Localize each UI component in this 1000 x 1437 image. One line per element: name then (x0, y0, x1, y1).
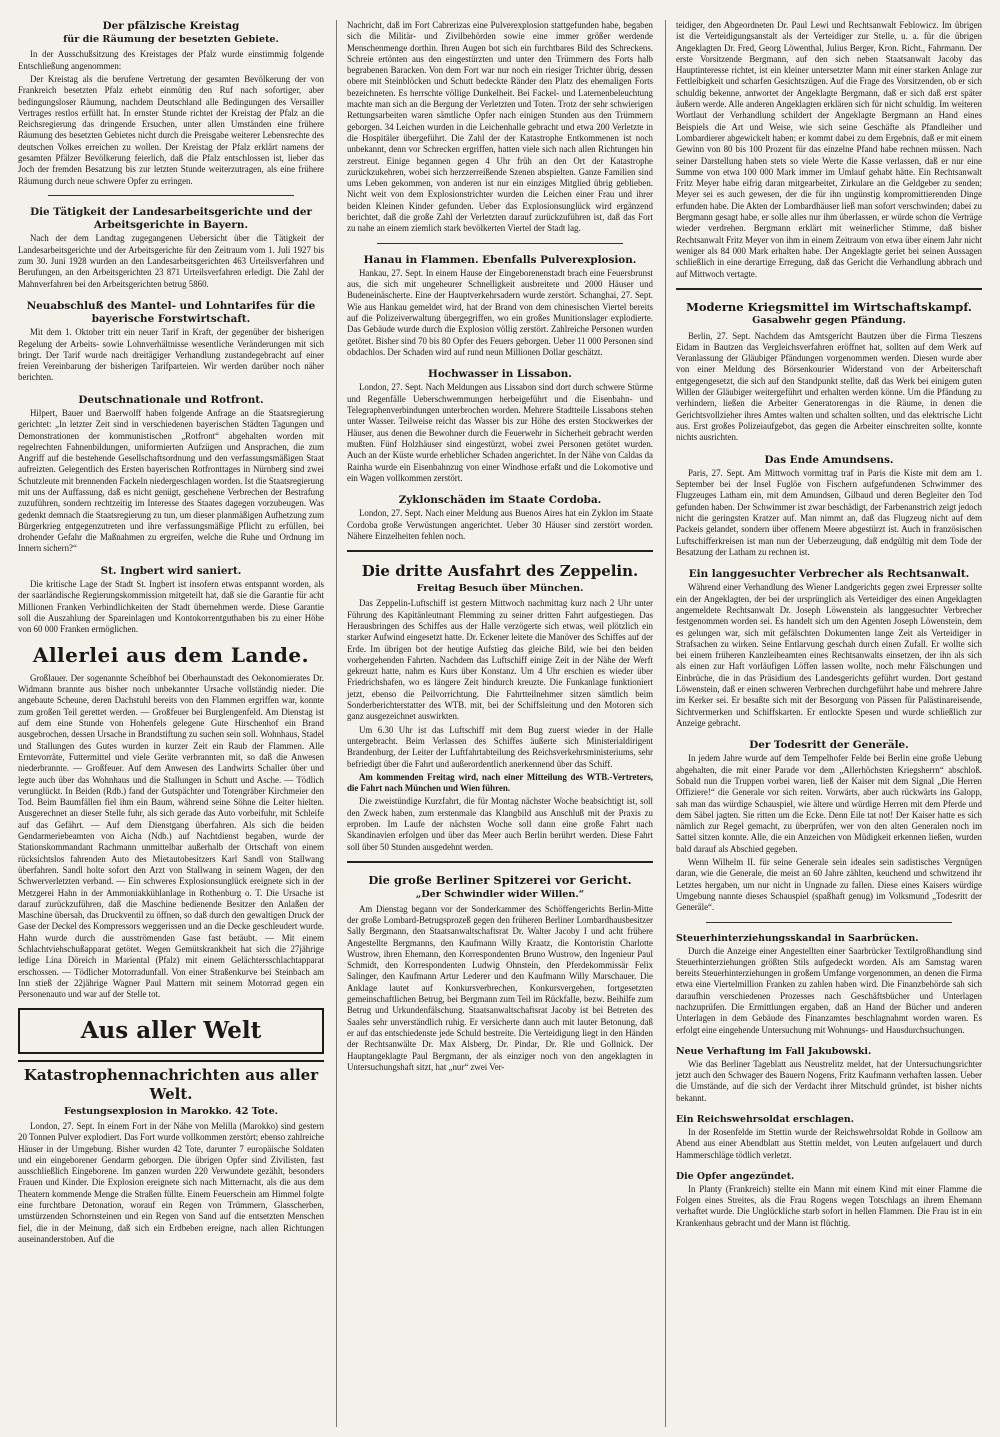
article-paragraph: Während einer Verhandlung des Wiener Landgerichts gegen zwei Erpresser sollte ein der Angeklagten, der bei der ursprünglich als Verteidiger des einen Angeklagten angemeldete Rechtsanwalt Dr. Joseph Löwenstein als langgesuchter Verbrecher festgenommen worden sei. Es handelt sich um den Agenten Joseph Löwenstein, dem es gelungen war, sich mit gefälschten Dokumenten lange Zeit als Verteidiger in Strafsachen zu wirken. Seine Entlarvung geschah durch einen Zufall. Er wollte sich bei einem früheren Kanzleibeamten eines Rechtsanwalts einsetzen, der ihn als sich als einen zur Haft vorläufigen Löffen lassen wollte, noch mehr Fälschungen und Einbrüche, die in das Präsidium des Landesgerichts geführt wurden. Dort gestand Löwenstein, daß er einen schweren Verbrechen durchgeführt habe und mehrere Jahre im Kerker sei. Er besaßte sich mit der Besorgung von Pässen für Palästinareisende, Sichtvermerken und Schiffskarten. Er entlockte Spesen und wurde schließlich zur Anzeige gebracht. (676, 582, 982, 728)
article-paragraph: Das Zeppelin-Luftschiff ist gestern Mittwoch nachmittag kurz nach 2 Uhr unter Führung des Kapitänleutnant Flemming zu seiner dritten Fahrt aufgestiegen. Das Herausbringen des Schiffes aus der Halle verzögerte sich etwas, weil plötzlich ein starker Aufwind eingesetzt hatte. Dr. Eckener leitete die Manöver des Schiffes auf der Erde. Im übrigen bot der heutige Aufstieg das gleiche Bild, wie bei den beiden vorhergehenden Fahrten. Nachdem das Luftschiff einige Zeit in der Nähe der Werft gekreuzt hatte, nahm es Kurs über Konstanz. Um 4 Uhr erschien es wieder über Friedrichshafen, wo es längere Zeit hindurch kreuzte. Die Funkanlage funktioniert jetzt, ebenso die Peilvorrichtung. Die Fahrtteilnehmer sitzen sämtlich beim Sonderberichterstatter des WTB. mit, bei der Schiffsleitung und den Motoren sich ganz ausgezeichnet auswirkten. (347, 598, 653, 722)
article-paragraph: Berlin, 27. Sept. Nachdem das Amtsgericht Bautzen über die Firma Tieszens Eidam in Bautzen das Vergleichsverfahren eröffnet hat, sollten auf dem Werk auf Veranlassung der Gläubiger Pfändungen vorgenommen werden. Diesen wurde aber von einer Meldung des Börsenkourier Widerstand von der Arbeiterschaft entgegengesetzt, die sich auf den Standpunkt stellte, daß das Werk bei einigem guten Willen der Gläubiger weitergeführt und erhalten werden könne. Um die Pfändung zu verhindern, ließen die Arbeiter Generatorengas in die Räume, in denen die Gerichtsvollzieher ihres Amtes walten und schalten sollten, und das elektrische Licht aus. Erst großes Polizeiaufgebot, das gegen die Arbeiter einschreiten sollte, konnte nichts ausrichten. (676, 330, 982, 443)
article-headline: Neuabschluß des Mantel- und Lohntarifes für die bayerische Forstwirtschaft. (26, 299, 316, 326)
article-headline: Deutschnationale und Rotfront. (78, 393, 264, 406)
article-paragraph: Nach der dem Landtag zugegangenen Uebersicht über die Tätigkeit der Landesarbeitsgerichte und der Arbeitsgerichte für den Zeitraum vom 1. Juli 1927 bis zum 30. Juni 1928 wurden an den Landesarbeitsgerichten 463 Urteilsverfahren und Berufungen, an den Arbeitsgerichten 23 871 Urteilsverfahren erledigt. Die Zahl der Mahnverfahren bei den Arbeitsgerichten betrug 5860. (18, 233, 324, 289)
divider (676, 288, 982, 290)
article-subheadline: Freitag Besuch über München. (416, 583, 584, 595)
article-paragraph: Hankau, 27. Sept. In einem Hause der Eingeborenenstadt brach eine Feuersbrunst aus, die sich mit ungeheurer Schnelligkeit ausbreitete und 2000 Häuser und Budeneinäscherte. Eine der Hauptverkehrsadern wurde zerstört. Schanghai, 27. Sept. Wie aus Hankau gemeldet wird, hat der Brand von dem chinesischen Viertel bereits auf die Polizeiverwaltung übergegriffen, wo ein großes Munitionslager explodierte. Das Gebäude wurde durch die Explosion völlig zerstört. Zahlreiche Personen wurden getötet. Bisher sind 70 bis 80 Opfer des Feuers geborgen. Ueber 11 000 Personen sind obdachlos. Der Schaden wird auf rund neun Millionen Dollar geschätzt. (347, 267, 653, 357)
article-headline: Moderne Kriegsmittel im Wirtschaftskampf. (686, 299, 972, 314)
column-left (18, 20, 324, 1427)
divider (706, 922, 952, 923)
article-headline: Hanau in Flammen. Ebenfalls Pulverexplosion. (363, 253, 637, 266)
article-headline: Die dritte Ausfahrt des Zeppelin. (361, 562, 639, 581)
article-paragraph: Hilpert, Bauer und Baerwolff haben folgende Anfrage an die Staatsregierung gerichtet: „In letzter Zeit sind in verschiedenen bayerischen Städten Tagungen und Demonstrationen der kommunistischen „Rotfront“ abgehalten worden mit regelrechten Fahnenbildungen, uniformierten Aufzügen und Ansprachen, die zum Angriff auf die bestehende Gesellschaftsordnung und den verfassungsmäßigen Staat aufreizten. Gelegentlich des Ersten bayerischen Rotfronttages in Nürnberg sind zwei Schutzleute mit brennenden Fackeln niedergeschlagen worden. Ist die Staatsregierung mit uns der Auffassung, daß es nicht genügt, geschehene Verbrechen der Bestrafung zuzuführen, sondern rechtzeitig im Interesse des Staates dagegen vorzubeugen. Was gedenkt demnach die Staatsregierung zu tun, um dieser planmäßigen Aufhetzung zum Bürgerkrieg entgegenzutreten und ihre verfassungsmäßige Pflicht zu erfüllen, bei drohender Gefahr die Maßnahmen zu ergreifen, welche die Ruhe und Ordnung im Innern sichern?“ (18, 407, 324, 554)
article-paragraph: Am Dienstag begann vor der Sonderkammer des Schöffengerichts Berlin-Mitte der große Lombard-Betrugsprozeß gegen den früheren Berliner Lombardhausbesitzer Sally Bergmann, den Staatsanwaltschaftsrat Dr. Walter Jacoby I und acht frühere Angestellte Bergmanns, den Kaufmann Willy Kraatz, die Kontoristin Charlotte Wustrow, ihren Ehemann, den Korrespondenten Bruno Wustrow, den Ingenieur Paul Schmidt, den Korrespondenten Ludwig Ohnstein, den Pferdekommissär Felix Salinger, den Kaufmann Artur Lederer und den Kaufmann Willy Marschauer. Die Anklage lautet auf Konkursverbrechen, Konkursvergehen, fortgesetzten gemeinschaftlichen Betrug, bei Bergmann zum Teil im Rückfalle, bezw. Beihilfe zum Betrug und Urkundenfälschung. Staatsanwaltschaftsrat Jacoby ist bei Betreten des Saales sehr unverständlich ruhig. Er versicherte dann auch mit lauter Betonung, daß er auf das entschiedenste jede Schuld bestreite. Die Verteidigung liegt in den Händen der Rechtsanwälte Dr. Max Alsberg, Dr. Pindar, Dr. Rle und Gollnick. Der Hauptangeklagte Paul Bergmann, der als einziger noch von den angeklagten in Untersuchungshaft sitzt, hat „nur“ zwei Ver- (347, 903, 653, 1072)
article-headline: Hochwasser in Lissabon. (428, 368, 572, 381)
article-paragraph: Großlauer. Der sogenannte Scheibhof bei Oberhaunstadt des Oekonomierates Dr. Widmann brannte aus bisher noch unbekannter Ursache vollständig nieder. Die angebaute Scheune, deren Dachstuhl bereits von den Flammen ergriffen war, konnte zum großen Teil gerettet werden. — Großfeuer bei Burglengenfeld. Am Dienstag ist auf dem eine Stunde von Hohenfels gelegene Gute Hirschenhof ein Brand ausgebrochen, dessen Ursache in Brandstiftung zu suchen sein soll. Wohnhaus, Stadel und Stallungen des Gutes wurden in kurzer Zeit ein Raub der Flammen. Alle Erntevorräte, Futtermittel und viele Geräte verbrannten mit, so daß die Anwesen niederbrannte. — Großfeuer. Auf dem Anwesen des Landwirts Schaller über und legte auch über das Wohnhaus und die Stallungen in Schutt und Asche. — Tödlich verunglückt. In Beiden (Rdb.) fand der Gutspächter und Totengräber Kirchmeier den Tod. Beim Baumfällen fiel ihm ein Baum, während seine Söhne die Leiter hielten. Ausgerechnet an dieser Stelle fuhr, als sich gerade das Auto vorbeifuhr, mit Schleife auf das Gefährt. — Auf dem Dienstgang überfahren. Als sich die beiden Gendarmeriebeamten von Aicha (Ndb.) auf Nachtdienst begaben, wurde der Stationskommandant Rachmann unmittelbar außerhalb der Ortschaft von einem rücksichtslos fahrenden Auto des Mietautobesitzers Karl Sandl von Stallwang überfahren. Sandl holte sofort den Arzt von Stallwang in seinem Wagen, der den Schwerverletzten verband. — Ein schweres Explosionsunglück ereignete sich in der Metzgerei Hahn in der Ammoniakkühlanlage in Rothenburg o. T. Die Ursache ist darauf zurückzuführen, daß die Maschine bedienende Besitzer den Anlaßen der Maschine übersah, das Druckventil zu öffnen, so daß durch den gewaltigen Druck der Gase der Deckel des Kompressors weggerissen und an die Decke geschleudert wurde. Hahn wurde durch die ausströmenden Gase fast betäubt. — Mit einem Schlachtviehschußapparat getötet. Wegen Gemütskrankheit hat sich die 27jährige ledige Lina Döreich in Mariental (Pfalz) mit einem Gelächtersschlachtapparat erschossen. — Tödlicher Motorradunfall. Von einer Straßenkurve bei Steinbach am Inn stieß der 22jährige Wagner Paul Mattern mit seinem Motorrad gegen ein Personenauto und war auf der Stelle tot. (18, 672, 324, 1000)
article-paragraph: London, 27. Sept. In einem Fort in der Nähe von Melilla (Marokko) sind gestern 20 Tonnen Pulver explodiert. Das Fort wurde vollkommen zerstört; ebenso zahlreiche Häuser in der Umgebung. Bisher wurden 42 Tote, darunter 7 europäische Soldaten und ein eingeborener Gendarm geborgen. Die übrigen Opfer sind Zivilisten, fast ausschließlich Eingeborene. Im ganzen wurden 220 Verwundete gezählt, besonders Frauen und Kinder. Die Explosion ereignete sich nach Mitternacht, als die aus dem Theatern kommende Menge die Straßen füllte. Einem Feuerschein am Himmel folgte eine furchtbare Detonation, worauf ein Regen von Trümmern, Glasscherben, umstürzenden Schornsteinen und ein Regen von Sand auf die entsetzten Menschen fiel, die in der Meinung, daß sich ein Erdbeben ereigne, nach allen Richtungen auseinanderstoben. Auf die (18, 1120, 324, 1244)
divider (347, 861, 653, 863)
article-paragraph: Mit dem 1. Oktober tritt ein neuer Tarif in Kraft, der gegenüber der bisherigen Regelung der Arbeits- sowie Lohnverhältnisse wesentliche Veränderungen mit sich bringt. Der Tarif wurde nach dreitägiger Verhandlung zustandegebracht auf einer freien Vereinbarung der bisherigen Tarifparteien. Wir werden darüber noch näher berichten. (18, 327, 324, 383)
article-paragraph: teidiger, den Abgeordneten Dr. Paul Lewi und Rechtsanwalt Feblowicz. Im übrigen ist die Verteidigungsanstalt als der Verteidiger zur Stelle, u. a. für die übrigen Angeklagten Dr. Fred, Georg Löwenthal, Julius Berger, Kron. Richt., Fahrmann. Der erste Vorsitzende Bergmann, auf den sich neben Staatsanwalt Jacoby das Hauptinteresse richtet, ist ein kleiner untersetzter Mann mit einer starken Anlage zur Fettleibigkeit und scharfen Gesichtszügen. Auf die Frage des Vorsitzenden, ob er sich schuldig bekenne, antwortet der Angeklagte Bergmann, daß er sich daß erst später äußern werde. Alle anderen Angeklagten erklären sich für nicht schuldig. Im weiteren Wortlaut der Verhandlung schildert der Angeklagte Bergmann an Hand eines Beispiels die Art und Weise, wie sich seine Geschäfte als Pfandleiher und Lombardierer abgewickelt haben; er kommt dabei zu dem Ergebnis, daß er mit einem Gewinn von 80 bis 100 Prozent für das einzelne Pfand habe rechnen müssen. Nach seiner Darstellung haben stets so viele Werte die Kasse verlassen, daß er nur eine Summe von etwa 100 000 Mark immer im Umlauf gehabt hätte. Ein Rechtsanwalt Fritz Meyer habe eifrig daran mitgearbeitet, Zirkulare an die Geldgeber zu senden; Meyer sei es auch gewesen, der die für ihn ungünstig kompromittierenden Dinge erfunden habe. Die Akten der Lombardhäuser ließ man sofort verschwinden; dabei zu Bergmann gesagt habe, er solle alles nur ihm überlassen, er würde schon die Verträge wieder verdrehen. Bergmann erklärt mit weinerlicher Stimme, daß bisher Rechtsanwalt Fritz Meyer von ihm in einem Zeitraum von etwa über einem Jahr nicht weniger als 84 000 Mark erhalten habe. Der Angeklagte geriet bei seinen Aussagen schließlich in eine derartige Erregung, daß das Gericht die Verhandlung abbrach und auf Mittwoch vertagte. (676, 20, 982, 279)
article-paragraph: Der Kreistag als die berufene Vertretung der gesamten Bevölkerung der von Frankreich besetzten Pfalz erhebt einmütig den Ruf nach sofortiger, aber bedingungsloser Räumung, nachdem Deutschland alle Bedingungen des Versailler Vertrages restlos erfüllt hat. In ernster Stunde richtet der Kreistag der Pfalz an die Reichsregierung das dringende Ersuchen, unter allen Umständen eine frühere Räumung des besetzten Gebietes nicht durch die Preisgabe weiterer Lebensrechte des deutschen Volkes erreichen zu wollen. Der Kreistag der Pfalz erklärt namens der gesamten Pfälzer Bevölkerung feierlich, daß die Pfalz entschlossen ist, lieber das Joch der fremden Besatzung bis zur letzten Stunde weiterzutragen, als eine frühere Räumung durch neue schwere Opfer zu erringen. (18, 73, 324, 186)
article-paragraph: In der Ausschußsitzung des Kreistages der Pfalz wurde einstimmig folgende Entschließung angenommen: (18, 49, 324, 71)
article-headline: Der pfälzische Kreistag (102, 20, 240, 32)
article-headline: Zyklonschäden im Staate Cordoba. (398, 494, 602, 507)
article-paragraph: Wenn Wilhelm II. für seine Generale sein ideales sein sadistisches Vergnügen daran, wie die Generale, die meist an 60 Jahre zählten, keuchend und schwitzend ihr Letztes hergaben, um nur nicht in Ungnade zu fallen. Diese eines Kaisers würdige Umgebung nannte dieses Schauspiel (spaßhaft genug) im Volksmund „Todesritt der Generäle“. (676, 857, 982, 913)
article-subheadline: Festungsexplosion in Marokko. 42 Tote. (63, 1105, 279, 1117)
article-headline: Der Todesritt der Generäle. (749, 739, 909, 752)
article-paragraph: Die kritische Lage der Stadt St. Ingbert ist insofern etwas entspannt worden, als der saarländische Regierungskommission mitgeteilt hat, daß sie die Garantie für acht Millionen Franken Verbindlichkeiten der Stadt übernehmen werde. Diese Garantie soll die Auszahlung der Spareinlagen und Kontokorrentguthaben bis zu einer Höhe von 60 000 Franken ermöglichen. (18, 578, 324, 635)
article-subheadline: „Der Schwindler wider Willen.“ (415, 888, 585, 900)
article-paragraph: Durch die Anzeige einer Angestellten einer Saarbrücker Textilgroßhandlung sind Steuerhinterziehungen größten Stils aufgedeckt worden. Als am Samstag waren bereits Steuerhinterziehungen in großem Umfange vorgenommen, an denen die Firma etwa eine Viertelmillion Franken zu zahlen haben wird. Die Finanzbehörde sah sich daraufhin verschiedenen Prozesses nach Geschäftsbücher und Unterlagen nachzuprüfen. Die Ermittlungen ergaben, daß an Hand der Bücher und anderen Unterlagen in dem Gebäude des Finanzamtes beschlagnahmt worden waren. Es erfolgt eine eingehende Untersuchung mit Wohnungs- und Hausdurchsuchungen. (676, 945, 982, 1035)
section-banner: Aus aller Welt (18, 1008, 324, 1053)
article-paragraph: Am kommenden Freitag wird, nach einer Mitteilung des WTB.-Vertreters, die Fahrt nach München und Wien führen. (347, 771, 653, 794)
article-headline: Ein Reichswehrsoldat erschlagen. (676, 1114, 854, 1125)
article-headline: St. Ingbert wird saniert. (100, 564, 242, 577)
article-headline: Die große Berliner Spitzerei vor Gericht. (368, 872, 632, 887)
divider (377, 243, 623, 244)
column-right (665, 20, 982, 1427)
section-heading: Allerlei aus dem Lande. (32, 643, 310, 668)
article-paragraph: In Planty (Frankreich) stellte ein Mann mit einem Kind mit einer Flamme die Folgen eines Streites, als die Frau Rogens wegen Totschlags an ihrem Ehemann verhaftet wurde. Die Unglückliche starb sofort in hellen Flammen. Die Frau ist in ein Krankenhaus gebracht und der Mann ist flüchtig. (676, 1183, 982, 1228)
article-paragraph: London, 27. Sept. Nach Meldungen aus Lissabon sind dort durch schwere Stürme und Regenfälle Ueberschwemmungen herbeigeführt und die Eisenbahn- und Telegraphenverbindungen unterbrochen worden. Mehrere Stadtteile Lissabons stehen unter Wasser. Teilweise reicht das Wasser bis zur Höhe des ersten Stockwerkes der Häuser, aus denen die Bewohner durch die Feuerwehr in Sicherheit gebracht werden mußten. Fünf Holzhäuser sind eingestürzt, wobei zwei Personen getötet wurden. Auch an der Küste wurde erheblicher Schaden angerichtet. In der Nähe von Caldas da Rainha wurde ein Eisenbahnzug von einer Windhose erfaßt und die Lokomotive und ein Wagen vollkommen zerstört. (347, 382, 653, 483)
article-subheadline: für die Räumung der besetzten Gebiete. (63, 34, 279, 46)
article-headline: Katastrophennachrichten aus aller Welt. (18, 1060, 324, 1104)
article-paragraph: Paris, 27. Sept. Am Mittwoch vormittag traf in Paris die Kiste mit dem am 1. September bei der Insel Fuglöe von Fischern aufgefundenen Schwimmer des Flugzeuges Latham ein, mit dem Amundsen, Gilbaud und deren Begleiter den Tod gefunden haben. Der Schwimmer ist zwar beschädigt, der Farbenanstrich zeigt jedoch nicht die geringsten Kratzer auf. Man nimmt an, daß das Flugzeug nicht auf dem Packeis gelandet, sondern über offenem Meere abgestürzt ist. Auch in französischen Luftschifferkreisen ist man nun der Ueberzeugung, daß endgültig mit dem Tode der Besatzung der Latham zu rechnen ist. (676, 467, 982, 557)
article-paragraph: In der Rosenfelde im Stettin wurde der Reichswehrsoldat Rohde in Gollnow am Abend aus einer Abendblatt aus Stettin meldet, von Leuten aufgelauert und durch Hammerschläge tödlich verletzt. (676, 1126, 982, 1160)
article-headline: Das Ende Amundsens. (764, 453, 894, 466)
article-paragraph: London, 27. Sept. Nach einer Meldung aus Buenos Aires hat ein Zyklon im Staate Cordoba große Verwüstungen angerichtet. Ueber 30 Häuser sind zerstört worden. Nähere Einzelheiten fehlen noch. (347, 508, 653, 541)
article-subheadline: Gasabwehr gegen Pfändung. (752, 315, 906, 327)
divider (347, 550, 653, 552)
article-paragraph: Wie das Berliner Tageblatt aus Neustrelitz meldet, hat der Untersuchungsrichter jetzt auch den Schwager des Bauern Nogens, Fritz Kaufmann verhaften lassen. Ueber die Umstände, auf die sich der Verdacht ihrer Mitschuld gründet, ist bisher nichts bekannt. (676, 1058, 982, 1103)
article-headline: Steuerhinterziehungsskandal in Saarbrücken. (676, 932, 919, 944)
article-headline: Die Opfer angezündet. (676, 1170, 795, 1182)
article-paragraph: Um 6.30 Uhr ist das Luftschiff mit dem Bug zuerst wieder in der Halle untergebracht. Beim Verlassen des Schiffes äußerte sich Ministerialdirigent Brandenburg, der Leiter der Luftfahrtabteilung des Reichsverkehrsministeriums, sehr befriedigt über die Fahrt und außerordentlich anerkennend über das Schiff. (347, 724, 653, 769)
article-paragraph: In jedem Jahre wurde auf dem Tempelhofer Felde bei Berlin eine große Uebung abgehalten, die mit einer Parade vor dem „Allerhöchsten Kriegsherrn“ abschloß. Sobald nun die Truppen vorbei waren, ließ der Kaiser mit dem Signal „Die Herren Offiziere!“ die Generale vor sich reiten. Vorwärts, aber auch rückwärts ins Galopp, sah man das würdige Schauspiel, wie ältere und würdige Herren mit dem Pferde und dem Säbel jagten. Sie ritten um die Ecke. Denn Eile tat not! Der Kaiser hatte es sich nämlich zur Regel gemacht, zu überprüfen, wer von den alten Generalen noch im Sattel sitzen konnte. Alle, die ein Anzeichen von Müdigkeit erkennen ließen, wurden bald darauf als Abschied gegeben. (676, 753, 982, 854)
article-paragraph: Die zweistündige Kurzfahrt, die für Montag nächster Woche beabsichtigt ist, soll den Zweck haben, zum erstenmale das Klangbild aus Anschluß mit der Praxis zu erproben. Im Laufe der nächsten Woche soll dann eine große Fahrt nach Skandinavien erfolgen und über das Meer auch Berlin berührt werden. Diese Fahrt soll über 50 Stunden ausgedehnt werden. (347, 796, 653, 852)
article-headline: Die Tätigkeit der Landesarbeitsgerichte und der Arbeitsgerichte in Bayern. (30, 205, 312, 232)
column-middle (336, 20, 653, 1427)
article-headline: Neue Verhaftung im Fall Jakubowski. (676, 1045, 872, 1057)
article-headline: Ein langgesuchter Verbrecher als Rechtsanwalt. (688, 568, 970, 581)
article-paragraph: Nachricht, daß im Fort Cabrerizas eine Pulverexplosion stattgefunden habe, begaben sich die Militär- und Zivilbehörden sowie eine immer größer werdende Menschenmenge dorthin. Ihren Augen bot sich ein furchtbares Bild des Schreckens. Schreie ertönten aus den eingestürzten und unter den Trümmern des Forts halb begrabenen Baracken. Von dem Fort war nur noch ein riesiger Trichter übrig, dessen obere mit Steinblöcken und Schutt bedeckte Ränder den Platz des ehemaligen Forts bezeichneten. Es herrschte völlige Dunkelheit. Bei Fackel- und Laternenbeleuchtung machte man sich an die Bergung der Verletzten und Toten. Trotz der sehr schwierigen Rettungsarbeiten waren sämtliche Opfer nach einigen Stunden aus den Trümmern geborgen. 34 Leichen wurden in die Leichenhalle gebracht und etwa 200 Verletzte in die Hospitäler übergeführt. Die Zahl der der Katastrophe Entkommenen ist noch unbekannt, denn vor Schrecken ergriffen, hatten viele sich nach allen Richtungen hin zerstreut. Einige begannen gegen 4 Uhr früh an den Ort der Katastrophe zurückzukehren, wobei sich herzzerreißende Szenen abspielten. Ganze Familien sind ums Leben gekommen, von anderen ist nur ein einziges Mitglied übrig geblieben. Nicht weit von dem Explosionstrichter wurden die Leichen einer Frau und ihrer beiden Kleinen Kinder gefunden. Ueber das Explosionsunglück wird ergänzend berichtet, daß die große Zahl der Verletzten darauf zurückzuführen ist, daß das Fort zu nahe an einem ziemlich stark bevölkerten Viertel der Stadt lag. (347, 20, 653, 234)
divider (48, 195, 294, 196)
